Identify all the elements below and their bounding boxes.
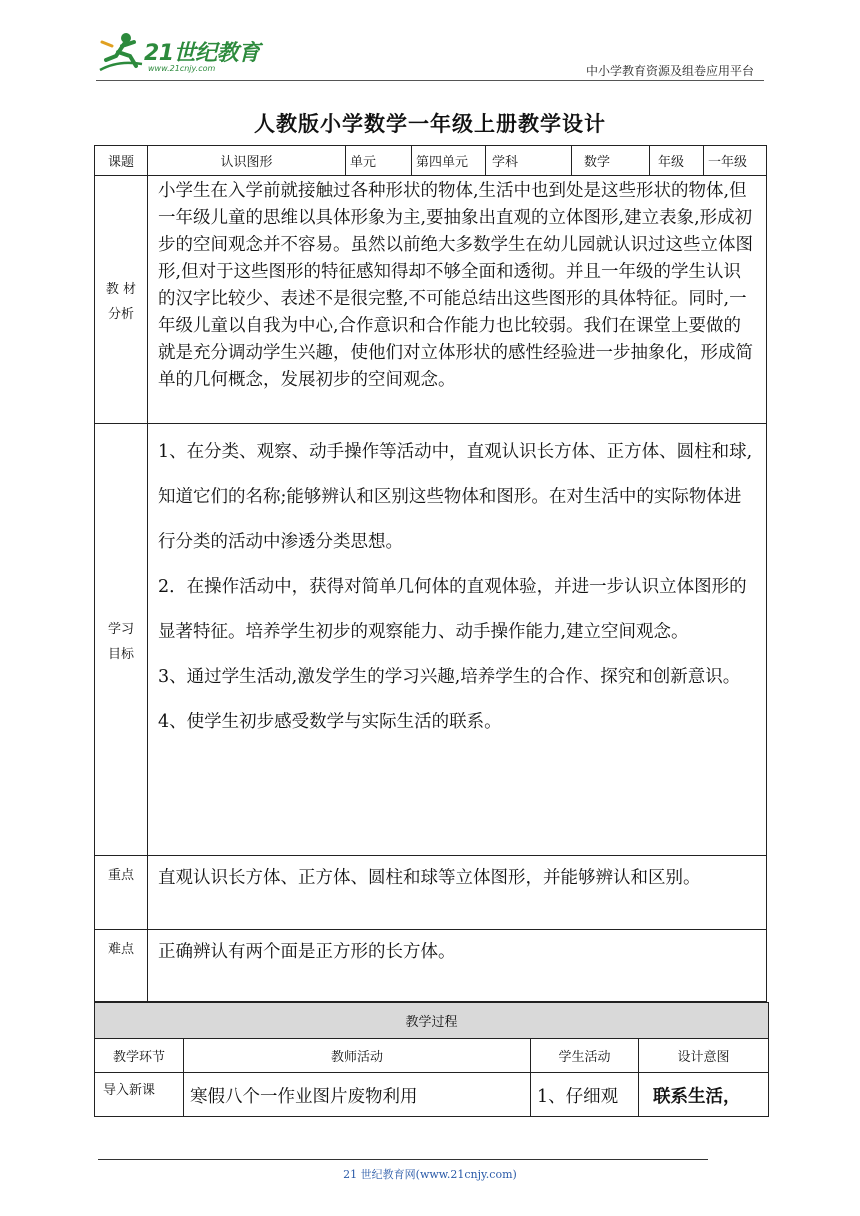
grade-value: 一年级 [704,146,767,176]
goals-row [95,424,767,856]
row-intent: 联系生活， [639,1073,769,1117]
col-student: 学生活动 [531,1039,639,1073]
col-intent: 设计意图 [639,1039,769,1073]
logo-text: 21世纪教育 [144,41,260,66]
lesson-plan-table [94,145,767,1002]
difficulty-label: 难点 [95,930,148,1002]
analysis-label [95,176,148,424]
goal-item: 3、通过学生活动,激发学生的学习兴趣,培养学生的合作、探究和创新意识。 [158,667,741,687]
goals-label [95,424,148,856]
difficulty-text: 正确辨认有两个面是正方形的长方体。 [148,930,767,1002]
page-header [96,30,764,80]
process-heading-row [95,1003,769,1039]
row-student: 1、仔细观 [531,1073,639,1117]
col-teacher: 教师活动 [184,1039,531,1073]
process-row [95,1073,769,1117]
info-row [95,146,767,176]
subject-value: 数学 [572,146,650,176]
key-point-text: 直观认识长方体、正方体、圆柱和球等立体图形，并能够辨认和区别。 [148,856,767,930]
key-point-label: 重点 [95,856,148,930]
analysis-label-line2: 分析 [107,306,134,322]
platform-name: 中小学教育资源及组卷应用平台 [585,64,754,78]
process-table [94,1002,769,1117]
page-footer: 21 世纪教育网(www.21cnjy.com) [343,1168,517,1181]
difficulty-row [95,930,767,1002]
goal-item: 4、使学生初步感受数学与实际生活的联系。 [158,712,502,732]
topic-value: 认识图形 [148,146,346,176]
subject-label: 学科 [486,146,572,176]
footer-divider [98,1159,708,1160]
runner-logo-icon [96,30,146,76]
analysis-label-line1: 教 材 [105,281,137,297]
topic-label: 课题 [95,146,148,176]
site-logo [96,30,266,76]
col-stage: 教学环节 [95,1039,184,1073]
goal-item: 1、在分类、观察、动手操作等活动中，直观认识长方体、正方体、圆柱和球,知道它们的名称;能够辨认和区别这些物体和图形。在对生活中的实际物体进行分类的活动中渗透分类思想。 [158,442,753,552]
process-header-row [95,1039,769,1073]
row-stage: 导入新课 [95,1073,184,1117]
analysis-text: 小学生在入学前就接触过各种形状的物体,生活中也到处是这些形状的物体,但一年级儿童的思维以具体形象为主,要抽象出直观的立体图形,建立表象,形成初步的空间观念并不容易。虽然以前绝大多数学生在幼儿园就认识过这些立体图形,但对于这些图形的特征感知得却不够全面和透彻。并且一年级的学生认识的汉字比较少、表述不是很完整,不可能总结出这些图形的具体特征。同时,一年级儿童以自我为中心,合作意识和合作能力也比较弱。我们在课堂上要做的就是充分调动学生兴趣，使他们对立体形状的感性经验进一步抽象化，形成简单的几何概念，发展初步的空间观念。 [148,176,767,424]
key-point-row [95,856,767,930]
process-heading: 教学过程 [95,1003,769,1039]
row-teacher: 寒假八个一作业图片废物利用 [184,1073,531,1117]
unit-value: 第四单元 [412,146,486,176]
grade-label: 年级 [650,146,704,176]
goals-label-line2: 目标 [107,646,134,662]
header-divider [96,80,764,81]
goals-text [148,424,767,856]
goals-label-line1: 学习 [107,621,134,637]
goal-item: 2．在操作活动中，获得对简单几何体的直观体验，并进一步认识立体图形的显著特征。培养学生初步的观察能力、动手操作能力,建立空间观念。 [158,577,747,642]
logo-url: www.21cnjy.com [148,64,216,73]
analysis-row [95,176,767,424]
unit-label: 单元 [346,146,412,176]
page-title: 人教版小学数学一年级上册教学设计 [254,111,606,136]
